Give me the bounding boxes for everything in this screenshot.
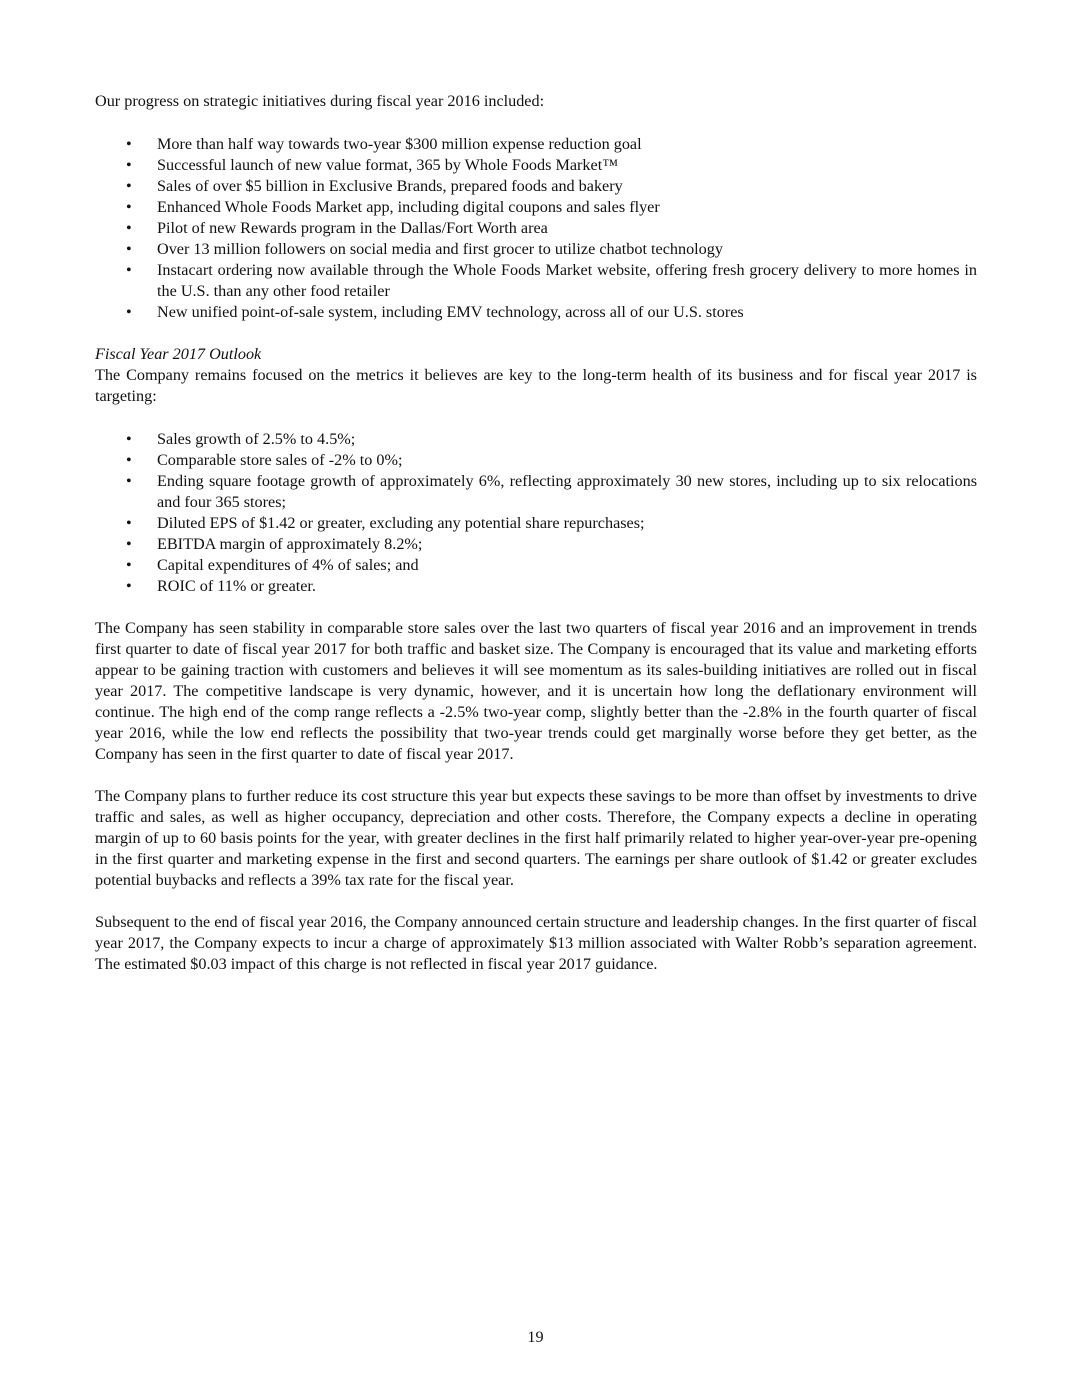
list-item: • Successful launch of new value format, 365 by Whole Foods Market™ <box>95 155 977 176</box>
comparable-sales-paragraph: The Company has seen stability in comparable store sales over the last two quarters of fiscal year 2016 and an improvement in trends first quarter to date of fiscal year 2017 for both traffic and basket size. The Company is encouraged that its value and marketing efforts appear to be gaining traction with customers and believes it will see momentum as its sales-building initiatives are rolled out in fiscal year 2017. The competitive landscape is very dynamic, however, and it is uncertain how long the deflationary environment will continue. The high end of the comp range reflects a -2.5% two-year comp, slightly better than the -2.8% in the fourth quarter of fiscal year 2016, while the low end reflects the possibility that two-year trends could get marginally worse before they get better, as the Company has seen in the first quarter to date of fiscal year 2017. <box>95 619 977 763</box>
list-item: • Sales growth of 2.5% to 4.5%; <box>95 429 977 450</box>
list-item: • Capital expenditures of 4% of sales; and <box>95 555 977 576</box>
initiatives-list <box>95 134 977 323</box>
list-item: • New unified point-of-sale system, including EMV technology, across all of our U.S. stores <box>95 302 977 323</box>
page-number: 19 <box>527 1328 544 1346</box>
document-body <box>95 91 977 996</box>
list-item: • Diluted EPS of $1.42 or greater, excluding any potential share repurchases; <box>95 513 977 534</box>
list-item: • EBITDA margin of approximately 8.2%; <box>95 534 977 555</box>
list-item: • ROIC of 11% or greater. <box>95 576 977 597</box>
leadership-changes-paragraph: Subsequent to the end of fiscal year 2016, the Company announced certain structure and leadership changes. In the first quarter of fiscal year 2017, the Company expects to incur a charge of approximately $13 million associated with Walter Robb’s separation agreement. The estimated $0.03 impact of this charge is not reflected in fiscal year 2017 guidance. <box>95 913 977 973</box>
initiatives-intro: Our progress on strategic initiatives during fiscal year 2016 included: <box>95 92 545 110</box>
list-item: • Pilot of new Rewards program in the Dallas/Fort Worth area <box>95 218 977 239</box>
list-item: • Over 13 million followers on social media and first grocer to utilize chatbot technology <box>95 239 977 260</box>
outlook-lead: The Company remains focused on the metrics it believes are key to the long-term health of its business and for fiscal year 2017 is targeting: <box>95 366 977 405</box>
list-item: • Instacart ordering now available through the Whole Foods Market website, offering fresh grocery delivery to more homes in the U.S. than any other food retailer <box>95 260 977 302</box>
list-item: • Enhanced Whole Foods Market app, including digital coupons and sales flyer <box>95 197 977 218</box>
outlook-heading: Fiscal Year 2017 Outlook <box>95 345 262 363</box>
list-item: • Sales of over $5 billion in Exclusive Brands, prepared foods and bakery <box>95 176 977 197</box>
list-item: • Comparable store sales of -2% to 0%; <box>95 450 977 471</box>
list-item: • Ending square footage growth of approximately 6%, reflecting approximately 30 new stores, including up to six relocations and four 365 stores; <box>95 471 977 513</box>
list-item: • More than half way towards two-year $300 million expense reduction goal <box>95 134 977 155</box>
cost-structure-paragraph: The Company plans to further reduce its cost structure this year but expects these savings to be more than offset by investments to drive traffic and sales, as well as higher occupancy, depreciation and other costs. Therefore, the Company expects a decline in operating margin of up to 60 basis points for the year, with greater declines in the first half primarily related to higher year-over-year pre-opening in the first quarter and marketing expense in the first and second quarters. The earnings per share outlook of $1.42 or greater excludes potential buybacks and reflects a 39% tax rate for the fiscal year. <box>95 787 977 889</box>
outlook-targets-list <box>95 429 977 597</box>
